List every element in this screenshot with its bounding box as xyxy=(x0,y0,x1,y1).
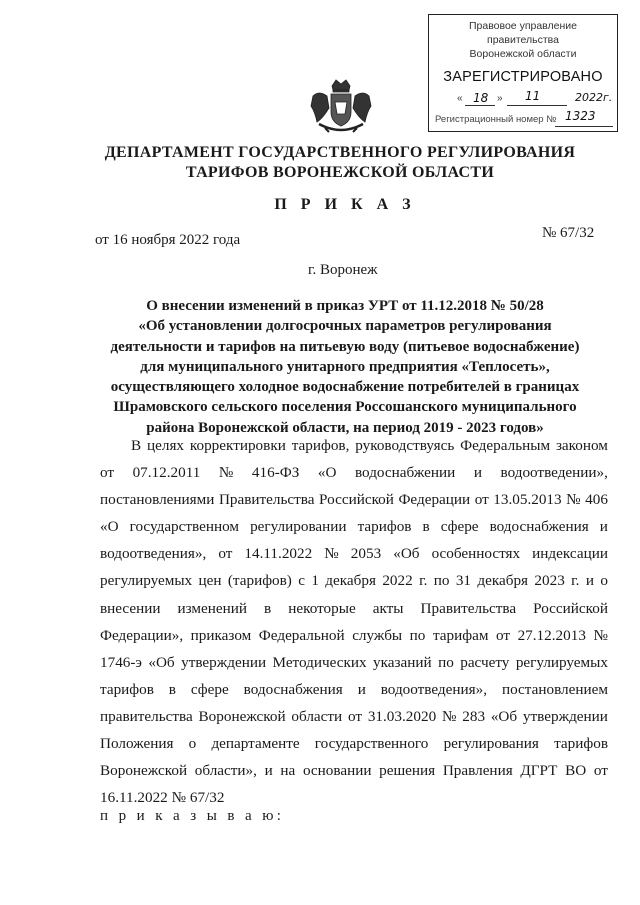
body-word: о xyxy=(188,735,197,753)
body-word: индексации xyxy=(532,545,608,563)
body-line xyxy=(100,757,608,784)
body-word: в xyxy=(168,680,176,698)
stamp-year: 2022г. xyxy=(575,91,613,104)
registration-stamp xyxy=(428,14,618,132)
body-word: Воронежской xyxy=(198,707,286,725)
body-word: 1746-э xyxy=(100,653,142,671)
body-word: особенностях xyxy=(431,545,521,563)
body-word: Федерации», xyxy=(100,626,184,644)
body-word: № xyxy=(218,464,234,482)
body-word: от xyxy=(593,762,608,780)
department-name-line-2: ТАРИФОВ ВОРОНЕЖСКОЙ ОБЛАСТИ xyxy=(185,164,495,181)
body-word: Положения xyxy=(100,735,174,753)
body-word: № xyxy=(324,545,339,563)
body-word: 31 xyxy=(455,572,472,590)
body-word: от xyxy=(218,545,233,563)
body-word: корректировки xyxy=(189,437,286,454)
body-word: г. xyxy=(419,572,428,590)
stamp-org-line-2: Воронежской области xyxy=(469,48,577,60)
stamp-day: 18 xyxy=(473,91,489,105)
body-word: 31.03.2020 xyxy=(367,707,437,725)
stamp-date xyxy=(435,91,613,107)
subject-line: Шрамовского сельского поселения Россошанского муниципального xyxy=(113,399,577,416)
stamp-month: 11 xyxy=(525,89,541,103)
stamp-reg-label: Регистрационный номер № xyxy=(435,114,557,125)
body-line xyxy=(100,703,608,730)
subject-line: для муниципального унитарного предприятия «Теплосеть», xyxy=(140,358,550,375)
body-word: «О xyxy=(317,464,337,482)
stamp-registration-number xyxy=(435,109,613,129)
body-word: Федеральным xyxy=(460,437,551,454)
body-word: 406 xyxy=(585,491,608,509)
body-word: приказом xyxy=(190,626,252,644)
order-body xyxy=(100,432,608,811)
stamp-reg-number: 1323 xyxy=(565,109,596,123)
body-word: некоторые xyxy=(288,599,356,617)
body-word: и xyxy=(473,464,482,482)
body-word: по xyxy=(409,626,426,644)
body-word: ВО xyxy=(565,762,587,780)
body-word: ДГРТ xyxy=(520,762,558,780)
stamp-org-line-1: Правовое управление правительства xyxy=(468,20,577,46)
city: г. Воронеж xyxy=(308,262,378,278)
body-word: г. xyxy=(571,572,580,590)
subject-line: деятельности и тарифов на питьевую воду (питьевое водоснабжение) xyxy=(110,338,580,355)
body-word: водоснабжения xyxy=(489,518,589,536)
body-word: законом xyxy=(555,437,608,454)
body-word: Методических xyxy=(272,653,367,671)
body-word: руководствуясь xyxy=(355,437,455,454)
body-word: Воронежской xyxy=(100,762,188,780)
body-word: о xyxy=(600,572,608,590)
body-word: регулировании xyxy=(250,518,347,536)
body-word: «Об xyxy=(490,707,518,725)
department-name-line-1: ДЕПАРТАМЕНТ ГОСУДАРСТВЕННОГО РЕГУЛИРОВАНИЯ xyxy=(104,144,576,161)
body-word: постановлениями xyxy=(100,491,215,509)
body-word: тарифов xyxy=(357,518,412,536)
stamp-quote-open: « xyxy=(457,93,463,104)
body-word: 14.11.2022 xyxy=(244,545,313,563)
body-word: (тарифов) xyxy=(227,572,292,590)
subject-line: О внесении изменений в приказ УРТ от 11.12.2018 № 50/28 xyxy=(146,298,544,314)
body-line xyxy=(100,595,608,622)
body-word: утверждении xyxy=(181,653,267,671)
body-word: водоснабжения xyxy=(243,680,343,698)
body-word: постановлением xyxy=(501,680,608,698)
body-word: Правительства xyxy=(218,491,315,509)
body-word: Правительства xyxy=(420,599,517,617)
body-word: регулируемых xyxy=(515,653,608,671)
body-word: В xyxy=(131,437,142,454)
body-word: водоснабжении xyxy=(354,464,456,482)
body-word: тарифов, xyxy=(291,437,350,454)
body-word: службы xyxy=(352,626,403,644)
body-word: 2023 xyxy=(534,572,565,590)
body-line xyxy=(100,567,608,594)
body-word: 16.11.2022 № 67/32 xyxy=(100,789,225,807)
body-word: 2053 xyxy=(350,545,382,563)
body-word: цен xyxy=(198,572,222,590)
body-word: № xyxy=(566,491,581,509)
body-word: Федерации xyxy=(398,491,471,509)
body-word: Федеральной xyxy=(258,626,345,644)
subject-line: «Об установлении долгосрочных параметров регулирования xyxy=(138,318,552,335)
body-word: государственном xyxy=(129,518,240,536)
body-word: Российской xyxy=(319,491,394,509)
body-line xyxy=(100,730,608,757)
body-word: в xyxy=(422,518,430,536)
body-line xyxy=(100,432,608,459)
body-word: и xyxy=(264,762,273,780)
body-line xyxy=(100,676,608,703)
body-word: от xyxy=(495,626,511,644)
body-word: регулирования xyxy=(443,735,539,753)
body-word: и xyxy=(599,518,608,536)
body-line xyxy=(100,622,608,649)
body-word: тарифов xyxy=(554,735,608,753)
body-word: 2022 xyxy=(382,572,413,590)
body-word: области», xyxy=(194,762,257,780)
body-word: от xyxy=(100,464,115,482)
body-word: тарифам xyxy=(432,626,489,644)
body-word: основании xyxy=(302,762,372,780)
decree-word: п р и к а з ы в а ю: xyxy=(100,808,285,824)
body-word: декабря xyxy=(325,572,376,590)
body-word: регулируемых xyxy=(100,572,193,590)
body-line xyxy=(100,540,608,567)
body-word: № xyxy=(593,626,608,644)
body-word: водоотведении», xyxy=(500,464,608,482)
body-word: расчету xyxy=(460,653,510,671)
body-word: 07.12.2011 xyxy=(132,464,201,482)
body-word: «Об xyxy=(393,545,420,563)
subject-line: осуществляющего холодное водоснабжение потребителей в границах xyxy=(110,379,580,396)
body-word: внесении xyxy=(100,599,161,617)
body-word: в xyxy=(264,599,272,617)
body-word: Российской xyxy=(533,599,608,617)
subject-line: района Воронежской области, на период 2019 - 2023 годов» xyxy=(146,419,544,436)
body-word: государственного xyxy=(314,735,429,753)
body-word: № xyxy=(441,707,457,725)
body-word: сфере xyxy=(440,518,479,536)
body-word: указаний xyxy=(373,653,432,671)
document-type: П Р И К А З xyxy=(274,196,416,213)
body-word: тарифов xyxy=(100,680,154,698)
body-word: 27.12.2013 xyxy=(517,626,586,644)
body-word: сфере xyxy=(190,680,229,698)
order-date: от 16 ноября 2022 года xyxy=(95,232,241,248)
body-word: области xyxy=(291,707,343,725)
body-word: правительства xyxy=(100,707,193,725)
body-word: водоотведения», xyxy=(100,545,207,563)
body-word: акты xyxy=(372,599,404,617)
body-word: утверждении xyxy=(522,707,608,725)
body-word: департаменте xyxy=(211,735,300,753)
order-subject xyxy=(95,296,595,438)
body-word: по xyxy=(433,572,450,590)
body-line xyxy=(100,649,608,676)
body-word: «Об xyxy=(148,653,175,671)
body-word: целях xyxy=(147,437,185,454)
body-word: «О xyxy=(100,518,119,536)
stamp-title: ЗАРЕГИСТРИРОВАНО xyxy=(443,69,603,85)
body-word: решения xyxy=(379,762,436,780)
body-line xyxy=(100,486,608,513)
body-word: от xyxy=(474,491,489,509)
body-word: 1 xyxy=(311,572,319,590)
body-word: 416-ФЗ xyxy=(251,464,300,482)
body-word: Правления xyxy=(442,762,513,780)
stamp-quote-close: » xyxy=(497,93,503,104)
body-word: 13.05.2013 xyxy=(493,491,562,509)
voronezh-coat-of-arms-icon xyxy=(305,78,377,138)
body-line xyxy=(100,513,608,540)
body-word: с xyxy=(298,572,305,590)
body-word: декабря xyxy=(477,572,529,590)
body-word: и xyxy=(357,680,366,698)
stamp-organization xyxy=(435,19,611,61)
body-word: на xyxy=(280,762,296,780)
body-word: водоотведения», xyxy=(380,680,488,698)
body-word: по xyxy=(438,653,454,671)
order-number: № 67/32 xyxy=(542,225,595,241)
body-line xyxy=(100,459,608,486)
body-word: и xyxy=(585,572,594,590)
body-word: 283 xyxy=(462,707,486,725)
body-word: от xyxy=(347,707,363,725)
body-word: изменений xyxy=(177,599,248,617)
